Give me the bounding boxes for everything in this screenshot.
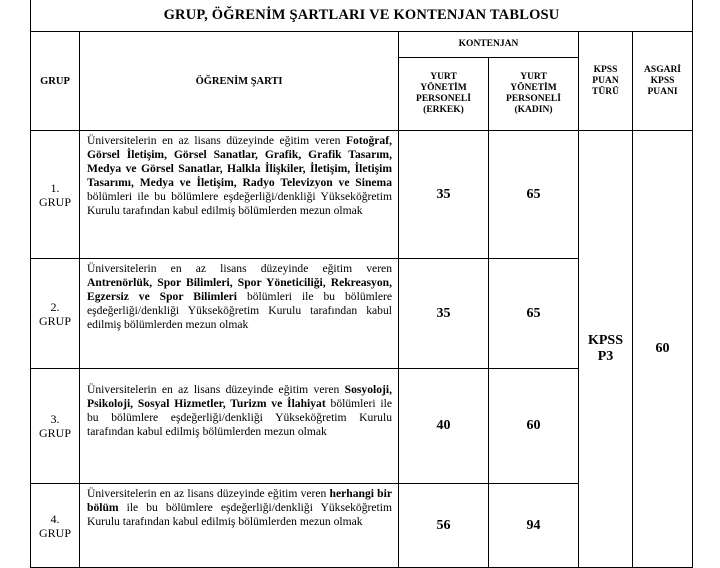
requirement-text: ile bu bölümlere eşdeğerliği/denkliği Yükseköğretim Kurulu tarafından kabul edilmiş bölümlerden mezun olmak <box>87 501 392 529</box>
header-asgari-line: ASGARİ <box>644 64 681 75</box>
requirement-departments: herhangi bir bölüm <box>87 487 392 515</box>
group-number: 1. <box>50 180 60 195</box>
requirement-text: Üniversitelerin en az lisans düzeyinde eğitim veren <box>87 262 392 275</box>
requirement-text: bölümleri ile bu bölümlere eşdeğerliği/denkliği Yükseköğretim Kurulu tarafından kabul edilmiş bölümlerden mezun olmak <box>87 190 392 218</box>
kpss-type-line: KPSS <box>587 333 623 348</box>
group-label: GRUP <box>38 313 71 328</box>
requirement-cell <box>80 259 399 369</box>
requirement-departments: Fotoğraf, Görsel İletişim, Görsel Sanatlar, Grafik, Grafik Tasarım, Medya ve Görsel Sanatlar, Halkla İlişkiler, İletişim, İletişim Tasarımı, Medya ve İletişim, Radyo Televizyon ve Sinema <box>87 134 392 190</box>
header-asgari-line: PUANI <box>647 86 678 97</box>
kpss-type-line: P3 <box>597 349 614 364</box>
group-number: 2. <box>50 299 60 314</box>
requirement-cell <box>80 369 399 484</box>
header-erkek <box>399 58 489 131</box>
requirement-text: Üniversitelerin en az lisans düzeyinde eğitim veren <box>87 134 346 147</box>
header-erkek-line: YÖNETİM <box>420 83 467 93</box>
group-cell <box>31 131 80 259</box>
quota-female: 60 <box>489 369 579 484</box>
quota-female: 94 <box>489 484 579 568</box>
kpss-score-type <box>579 131 633 568</box>
header-kontenjan: KONTENJAN <box>399 32 579 58</box>
header-kadin-line: (KADIN) <box>514 105 553 115</box>
header-ogrenim-sarti: ÖĞRENİM ŞARTI <box>80 32 399 131</box>
header-puan-turu-line: PUAN <box>592 75 619 86</box>
header-asgari-line: KPSS <box>650 75 675 86</box>
table-row <box>31 131 693 259</box>
quota-male: 40 <box>399 369 489 484</box>
header-erkek-line: PERSONELİ <box>416 94 471 104</box>
group-cell <box>31 369 80 484</box>
header-kadin-line: YURT <box>520 72 547 82</box>
group-label: GRUP <box>38 194 71 209</box>
requirement-departments: Sosyoloji, Psikoloji, Sosyal Hizmetler, Turizm ve İlahiyat <box>87 383 392 411</box>
header-puan-turu-line: KPSS <box>593 64 618 75</box>
header-kadin <box>489 58 579 131</box>
requirement-text: Üniversitelerin en az lisans düzeyinde eğitim veren <box>87 383 345 396</box>
group-number: 3. <box>50 412 60 426</box>
group-label: GRUP <box>38 525 71 540</box>
quota-male: 35 <box>399 259 489 369</box>
header-puan-turu-line: TÜRÜ <box>592 86 619 97</box>
group-cell <box>31 259 80 369</box>
requirement-cell <box>80 131 399 259</box>
group-label: GRUP <box>38 426 71 440</box>
header-kadin-line: YÖNETİM <box>510 83 557 93</box>
header-asgari-puan <box>633 32 693 131</box>
requirement-text: Üniversitelerin en az lisans düzeyinde eğitim veren <box>87 487 330 500</box>
header-erkek-line: YURT <box>430 72 457 82</box>
quota-female: 65 <box>489 131 579 259</box>
table-title: GRUP, ÖĞRENİM ŞARTLARI VE KONTENJAN TABLOSU <box>31 0 693 32</box>
group-number: 4. <box>50 511 60 526</box>
quota-table <box>30 0 693 568</box>
header-kadin-line: PERSONELİ <box>506 94 561 104</box>
header-erkek-line: (ERKEK) <box>423 105 464 115</box>
requirement-text: bölümleri ile bu bölümlere eşdeğerliği/denkliği Yükseköğretim Kurulu tarafından kabul edilmiş bölümlerden mezun olmak <box>87 290 393 332</box>
min-kpss-score: 60 <box>633 131 693 568</box>
header-puan-turu <box>579 32 633 131</box>
quota-female: 65 <box>489 259 579 369</box>
requirement-departments: Antrenörlük, Spor Bilimleri, Spor Yöneticiliği, Rekreasyon, Egzersiz ve Spor Bilimleri <box>87 276 392 304</box>
quota-male: 35 <box>399 131 489 259</box>
quota-male: 56 <box>399 484 489 568</box>
requirement-text: bölümleri ile bu bölümlere eşdeğerliği/denkliği Yükseköğretim Kurulu tarafından kabul edilmiş bölümlerden mezun olmak <box>87 397 392 439</box>
header-grup: GRUP <box>31 32 80 131</box>
